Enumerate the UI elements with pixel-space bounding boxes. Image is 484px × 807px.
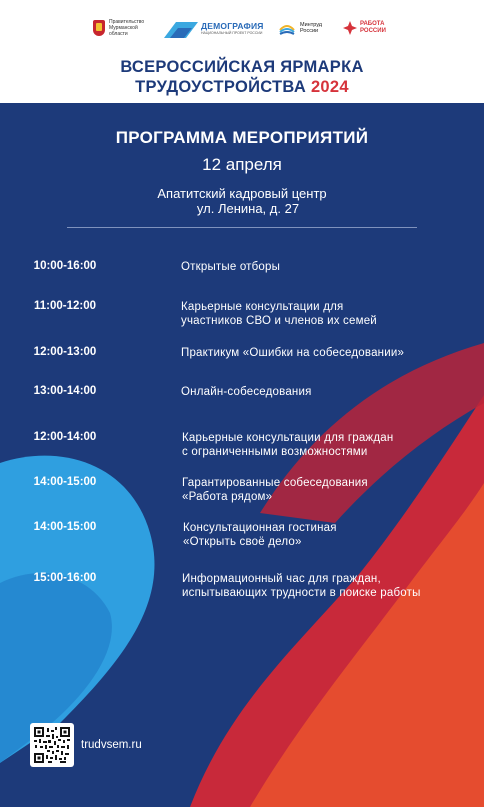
schedule-event: [181, 346, 481, 360]
demografiya-text: ДЕМОГРАФИЯ: [201, 21, 264, 31]
mintrud-logo: [278, 14, 326, 42]
gov-logo-text: Правительство Мурманской области: [109, 19, 145, 37]
mintrud-text: Минтруд России: [300, 21, 322, 34]
event-line1: Открытые отборы: [181, 261, 281, 273]
fair-title-year: 2024: [310, 78, 349, 96]
demografiya-logo: [164, 14, 264, 42]
schedule-time: 11:00-12:00: [33, 300, 97, 312]
schedule-time: 13:00-14:00: [33, 385, 97, 397]
event-line2: «Открыть своё дело»: [183, 536, 302, 548]
rabota-text: РАБОТА РОССИИ: [360, 21, 386, 34]
venue-name: Апатитский кадровый центр: [157, 186, 327, 201]
event-line1: Карьерные консультации для граждан: [182, 432, 394, 444]
schedule-time: 12:00-13:00: [33, 346, 97, 358]
event-line1: Гарантированные собеседования: [182, 477, 368, 489]
rabota-star-icon: [343, 21, 357, 35]
schedule-event: [182, 476, 482, 504]
schedule-event: [181, 260, 481, 274]
fair-title-text: ТРУДОУСТРОЙСТВА: [135, 78, 307, 96]
event-line2: с ограниченными возможностями: [182, 446, 368, 458]
header-band: [0, 0, 484, 103]
event-line1: Информационный час для граждан,: [182, 573, 381, 585]
schedule-time: 15:00-16:00: [33, 572, 97, 584]
event-line2: участников СВО и членов их семей: [181, 315, 377, 327]
schedule-event: [182, 431, 482, 459]
qr-code[interactable]: [30, 723, 74, 767]
fair-title-line2: [0, 78, 484, 97]
venue-address: ул. Ленина, д. 27: [196, 201, 300, 216]
schedule-event: [182, 572, 477, 600]
event-line2: «Работа рядом»: [182, 491, 273, 503]
rabota-rossii-logo: [343, 14, 394, 42]
partner-logos: [0, 14, 484, 42]
program-date: 12 апреля: [202, 155, 282, 174]
demografiya-mark-icon: [164, 18, 198, 38]
divider: [67, 227, 417, 228]
schedule-event: [181, 385, 481, 399]
schedule-event: [181, 300, 481, 328]
event-line1: Карьерные консультации для: [181, 301, 344, 313]
event-line1: Онлайн-собеседования: [181, 386, 312, 398]
coat-of-arms-icon: [93, 20, 105, 36]
fair-title-line1: ВСЕРОССИЙСКАЯ ЯРМАРКА: [120, 58, 364, 76]
demografiya-subtext: НАЦИОНАЛЬНЫЙ ПРОЕКТ РОССИИ: [201, 31, 263, 35]
schedule-time: 14:00-15:00: [33, 476, 97, 488]
event-line1: Практикум «Ошибки на собеседовании»: [181, 347, 405, 359]
qr-code-icon: [34, 727, 70, 763]
mintrud-mark-icon: [278, 19, 296, 37]
website-link[interactable]: trudvsem.ru: [81, 739, 142, 751]
program-title: ПРОГРАММА МЕРОПРИЯТИЙ: [115, 128, 369, 147]
schedule-time: 12:00-14:00: [33, 431, 97, 443]
event-line2: испытывающих трудности в поиске работы: [182, 587, 421, 599]
schedule-time: 14:00-15:00: [33, 521, 97, 533]
schedule-event: [183, 521, 483, 549]
event-line1: Консультационная гостиная: [183, 522, 337, 534]
murmansk-government-logo: [93, 14, 157, 42]
schedule-time: 10:00-16:00: [33, 260, 97, 272]
